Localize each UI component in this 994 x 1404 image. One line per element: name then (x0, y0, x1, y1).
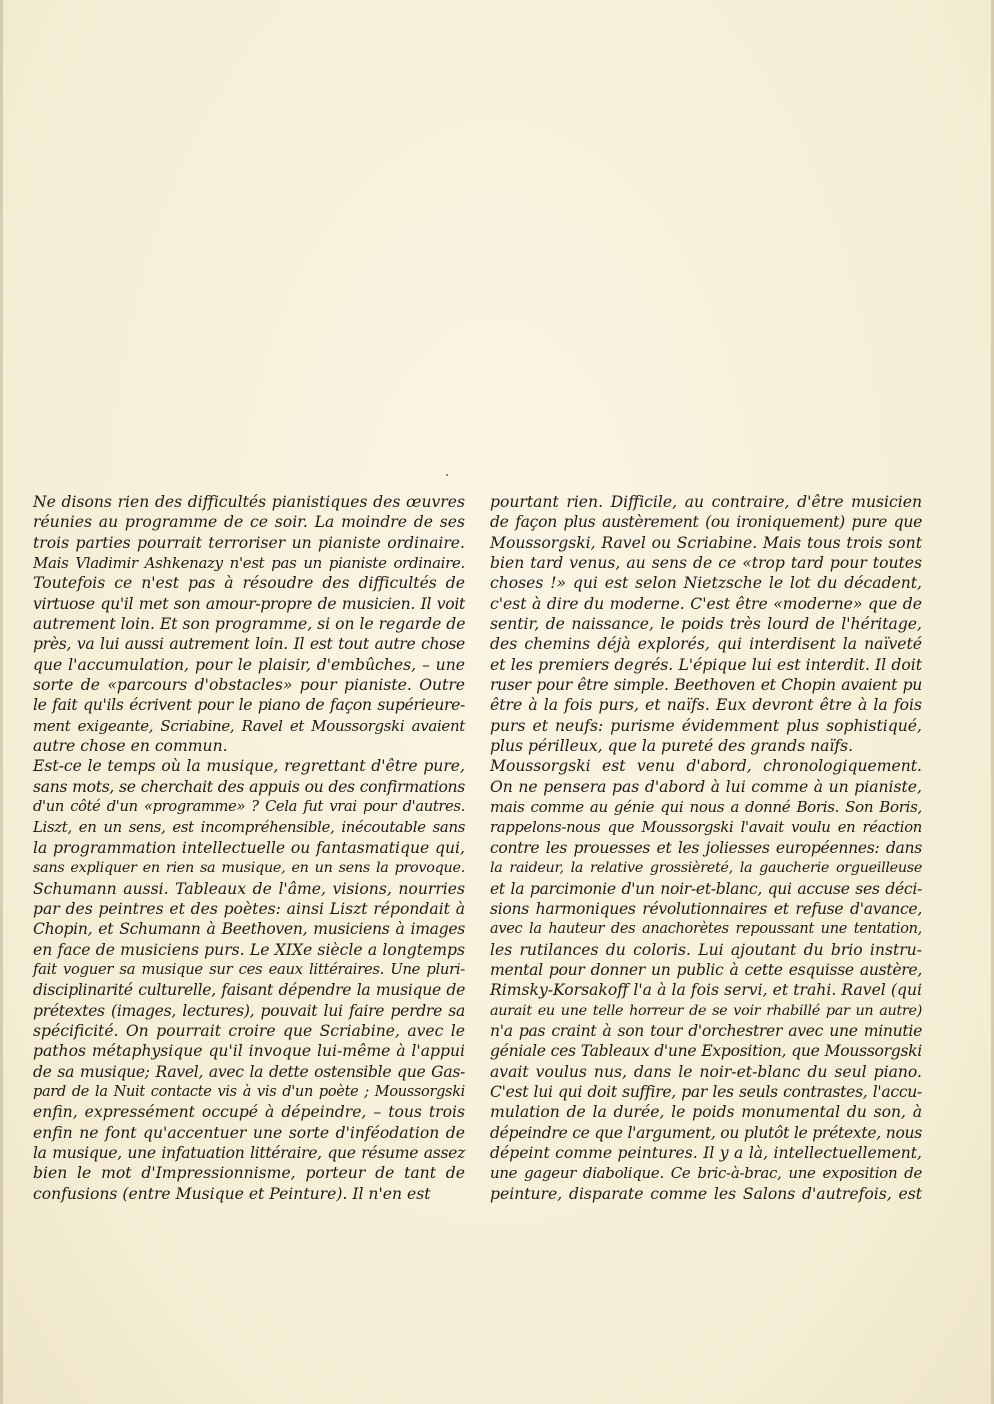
text-line: disciplinarité culturelle, faisant dépendre la musique de (33, 981, 465, 1000)
text-line: sans mots, se cherchait des appuis ou des confirmations (33, 777, 465, 796)
text-line: spécificité. On pourrait croire que Scriabine, avec le (33, 1021, 465, 1040)
text-line: sions harmoniques révolutionnaires et refuse d'avance, (490, 899, 922, 918)
text-line: dépeindre ce que l'argument, ou plutôt le prétexte, nous (490, 1123, 922, 1142)
text-line: virtuose qu'il met son amour-propre de musicien. Il voit (33, 594, 465, 613)
text-line: de façon plus austèrement (ou ironiquement) pure que (490, 513, 922, 532)
text-line: Ne disons rien des difficultés pianistiques des œuvres (33, 493, 465, 511)
text-line: confusions (entre Musique et Peinture). Il n'en est (33, 1184, 431, 1203)
text-line: Rimsky-Korsakoff l'a à la fois servi, et trahi. Ravel (qui (490, 981, 922, 1000)
text-line: choses !» qui est selon Nietzsche le lot du décadent, (490, 574, 922, 593)
text-line: et la parcimonie d'un noir-et-blanc, qui accuse ses déci- (490, 879, 922, 898)
text-line: plus périlleux, que la pureté des grands naïfs. (490, 737, 854, 756)
text-line: fait voguer sa musique sur ces eaux littéraires. Une pluri- (33, 960, 465, 978)
page-edge-left (0, 0, 3, 1404)
text-line: réunies au programme de ce soir. La moindre de ses (33, 513, 465, 532)
text-line: pourtant rien. Difficile, au contraire, d'être musicien (490, 493, 922, 511)
text-line: près, va lui aussi autrement loin. Il est tout autre chose (33, 635, 465, 654)
text-line: Est-ce le temps où la musique, regrettant d'être pure, (33, 757, 465, 776)
text-line: contre les prouesses et les joliesses européennes: dans (490, 838, 922, 857)
text-line: les rutilances du coloris. Lui ajoutant du brio instru- (490, 940, 922, 959)
text-line: ruser pour être simple. Beethoven et Chopin avaient pu (490, 676, 922, 695)
right-text-column (490, 492, 922, 1204)
text-line: autrement loin. Et son programme, si on le regarde de (33, 615, 466, 634)
text-line: On ne pensera pas d'abord à lui comme à un pianiste, (490, 777, 922, 796)
text-line: sans expliquer en rien sa musique, en un sens la provoque. (33, 860, 465, 877)
text-line: Mais Vladimir Ashkenazy n'est pas un pianiste ordinaire. (33, 554, 465, 573)
text-line: dépeint comme peintures. Il y a là, intellectuellement, (490, 1144, 922, 1162)
text-line: bien le mot d'Impressionnisme, porteur de tant de (33, 1164, 465, 1183)
text-line: sorte de «parcours d'obstacles» pour pianiste. Outre (33, 676, 465, 695)
text-line: pathos métaphysique qu'il invoque lui-même à l'appui (33, 1042, 465, 1061)
text-line: par des peintres et des poètes: ainsi Liszt répondait à (33, 899, 465, 918)
text-line: de sa musique; Ravel, avec la dette ostensible que Gas- (33, 1062, 465, 1081)
text-line: rappelons-nous que Moussorgski l'avait voulu en réaction (490, 818, 922, 836)
text-line: enfin ne font qu'accentuer une sorte d'inféodation de (33, 1123, 465, 1142)
text-line: que l'accumulation, pour le plaisir, d'embûches, – une (33, 655, 465, 674)
text-line: le fait qu'ils écrivent pour le piano de façon supérieure- (33, 696, 465, 715)
print-speck (446, 474, 448, 476)
text-line: aurait eu une telle horreur de se voir rhabillé par un autre) (490, 1002, 922, 1019)
text-line: sentir, de naissance, le poids très lourd de l'héritage, (490, 615, 922, 634)
text-line: mental pour donner un public à cette esquisse austère, (490, 960, 922, 979)
text-line: la raideur, la relative grossièreté, la gaucherie orgueilleuse (490, 860, 922, 877)
text-line: Chopin, et Schumann à Beethoven, musiciens à images (33, 920, 465, 939)
text-line: être à la fois purs, et naïfs. Eux devront être à la fois (490, 696, 922, 715)
text-line: avec la hauteur des anachorètes repoussant une tentation, (490, 921, 922, 938)
text-line: pard de la Nuit contacte vis à vis d'un poète ; Moussorgski (33, 1083, 465, 1100)
text-line: bien tard venus, au sens de ce «trop tard pour toutes (490, 554, 922, 573)
text-line: une gageur diabolique. Ce bric-à-brac, une exposition de (490, 1164, 922, 1183)
text-line: Schumann aussi. Tableaux de l'âme, visions, nourries (33, 879, 465, 898)
text-line: autre chose en commun. (33, 737, 228, 756)
text-line: et les premiers degrés. L'épique lui est interdit. Il doit (490, 655, 922, 674)
text-line: avait voulus nus, dans le noir-et-blanc du seul piano. (490, 1062, 922, 1081)
text-line: des chemins déjà explorés, qui interdisent la naïveté (490, 635, 922, 654)
left-text-column (33, 492, 465, 1204)
text-line: d'un côté d'un «programme» ? Cela fut vrai pour d'autres. (33, 798, 465, 816)
text-line: purs et neufs: purisme évidemment plus sophistiqué, (490, 716, 922, 735)
text-line: enfin, expressément occupé à dépeindre, – tous trois (33, 1103, 465, 1122)
text-line: peinture, disparate comme les Salons d'autrefois, est (490, 1184, 922, 1203)
text-line: Moussorgski, Ravel ou Scriabine. Mais tous trois sont (490, 533, 922, 552)
text-line: c'est à dire du moderne. C'est être «moderne» que de (490, 594, 922, 613)
text-line: mais comme au génie qui nous a donné Boris. Son Boris, (490, 798, 922, 817)
text-line: trois parties pourrait terroriser un pianiste ordinaire. (33, 533, 465, 552)
text-line: géniale ces Tableaux d'une Exposition, que Moussorgski (490, 1042, 922, 1061)
text-line: la programmation intellectuelle ou fantasmatique qui, (33, 838, 465, 857)
text-line: Toutefois ce n'est pas à résoudre des difficultés de (33, 574, 465, 593)
text-line: Moussorgski est venu d'abord, chronologiquement. (490, 757, 922, 776)
text-line: mulation de la durée, le poids monumental du son, à (490, 1103, 922, 1122)
text-line: prétextes (images, lectures), pouvait lui faire perdre sa (33, 1001, 465, 1020)
text-line: Liszt, en un sens, est incompréhensible, inécoutable sans (33, 818, 465, 836)
text-line: n'a pas craint à son tour d'orchestrer avec une minutie (490, 1021, 922, 1040)
text-line: en face de musiciens purs. Le XIXe siècle a longtemps (33, 940, 465, 959)
text-line: la musique, une infatuation littéraire, que résume assez (33, 1144, 465, 1162)
text-line: ment exigeante, Scriabine, Ravel et Moussorgski avaient (33, 716, 465, 735)
text-line: C'est lui qui doit suffire, par les seuls contrastes, l'accu- (490, 1082, 922, 1101)
